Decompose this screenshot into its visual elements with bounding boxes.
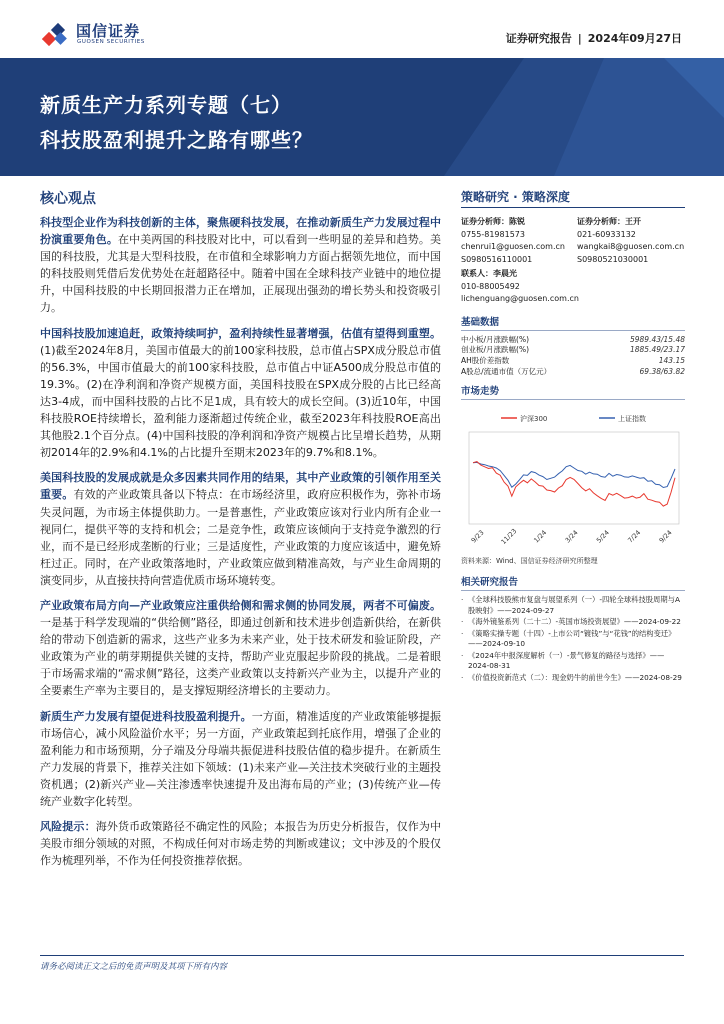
x-tick-label: 5/24 bbox=[594, 528, 611, 545]
risk-warning-paragraph bbox=[40, 818, 441, 869]
contact-name: 李晨光 bbox=[493, 269, 517, 278]
contact-email[interactable]: lichenguang@guosen.com.cn bbox=[461, 294, 579, 303]
chart-frame bbox=[469, 432, 679, 524]
guosen-logo-icon bbox=[42, 20, 70, 48]
analyst-phone: 0755-81981573 bbox=[461, 229, 525, 239]
report-meta bbox=[506, 30, 682, 46]
paragraph-body: 在中美两国的科技股对比中，可以看到一些明显的差异和趋势。美国的科技股，尤其是大型科技股，在市值和全球影响力方面占据领先地位，而中国的科技股则凭借后发优势处在赶超路径中。随着中国在全球科技产业链中的地位提升，中国科技股的中长期回报潜力正在增加，正展现出强劲的增长势头和投资吸引力。 bbox=[40, 233, 441, 315]
basic-data-row bbox=[461, 335, 685, 346]
footer-disclaimer: 请务必阅读正文之后的免责声明及其项下所有内容 bbox=[40, 962, 228, 972]
analyst-phone: 021-60933132 bbox=[577, 229, 636, 239]
report-date: 2024年09月27日 bbox=[587, 32, 682, 45]
analyst-list bbox=[461, 216, 685, 266]
paragraph-body: (1)截至2024年8月，美国市值最大的前100家科技股，总市值占SPX成分股总市值的56.3%，中国市值最大的前100家科技股，总市值占中证A500成分股总市值的19.3%。(2)在净利润和净资产规模方面，美国科技股在SPX成分股的占比已经高达3-4成，而中国科技股的占比不足1成，具有较大的成长空间。(3)近10年，中国科技股ROE持续增长，盈利能力逐渐超过传统企业，截至2023年科技股ROE高出其他股2.1个百分点。(4)中国科技股的净利润和净资产规模占比呈增长趋势，从期初2014年的2.9%和4.1%的占比提升至期末2023年的9.7%和8.1%。 bbox=[40, 343, 441, 460]
chart-source: 资料来源：Wind、国信证券经济研究所整理 bbox=[461, 557, 598, 566]
x-tick-label: 3/24 bbox=[563, 528, 580, 545]
related-report-item[interactable] bbox=[461, 595, 685, 616]
related-report-date: ——2024-08-29 bbox=[624, 672, 682, 682]
basic-data-key: 中小板/月涨跌幅(%) bbox=[461, 334, 530, 344]
title-banner bbox=[0, 58, 724, 176]
sidebar bbox=[461, 188, 685, 684]
basic-data-value: 69.38/63.82 bbox=[639, 366, 685, 376]
core-views-title: 核心观点 bbox=[40, 191, 96, 207]
related-reports-list bbox=[461, 595, 685, 683]
x-tick-label: 11/23 bbox=[499, 527, 519, 547]
core-view-paragraph bbox=[40, 469, 441, 589]
logo-text-cn: 国信证券 bbox=[76, 22, 141, 40]
related-report-title[interactable]: 《价值投资新范式（二）：现金奶牛的前世今生》 bbox=[468, 672, 625, 682]
contact-card bbox=[461, 268, 685, 306]
core-view-paragraph bbox=[40, 708, 441, 811]
related-report-title[interactable]: 《全球科技股熊市复盘与展望系列（一）-四轮全球科技股周期与A股映射》 bbox=[468, 595, 680, 615]
paragraph-body: 海外货币政策路径不确定性的风险；本报告为历史分析报告，仅作为中美股市细分领域的对照，不构成任何对市场走势的判断或建议；文中涉及的个股仅作为梳理列举，不作为任何投资推荐依据。 bbox=[40, 820, 442, 868]
basic-data-value: 5989.43/15.48 bbox=[629, 334, 685, 344]
contact-label: 联系人： bbox=[461, 269, 493, 278]
logo-text-en: GUOSEN SECURITIES bbox=[77, 39, 145, 45]
paragraph-highlight: 产业政策布局方向—产业政策应注重供给侧和需求侧的协同发展，两者不可偏废。 bbox=[40, 598, 441, 612]
related-report-date: ——2024-09-10 bbox=[468, 639, 525, 649]
paragraph-body: 一方面，精准适度的产业政策能够提振市场信心，减小风险溢价水平；另一方面，产业政策起到托底作用，增强了企业的盈利能力和市场预期，分子端及分母端共振促进科技股估值的稳步提升。在新质生产力发展的背景下，推荐关注如下领域：(1)未来产业—关注技术突破行业的主题投资机遇；(2)新兴产业—关注渗透率快速提升及出海布局的产业；(3)传统产业—传统产业数字化转型。 bbox=[40, 709, 442, 808]
basic-data-key: A股总/流通市值（万亿元） bbox=[461, 366, 552, 376]
analyst-cert: S0980521030001 bbox=[577, 254, 649, 264]
guosen-logo bbox=[42, 18, 177, 50]
paragraph-highlight: 风险提示： bbox=[40, 820, 96, 834]
paragraph-highlight: 科技型企业作为科技创新的主体，聚焦硬科技发展，在推动新质生产力发展过程中扮演重要角色。 bbox=[40, 216, 441, 247]
market-trend-chart bbox=[461, 404, 685, 552]
basic-data-key: AH股价差指数 bbox=[461, 355, 510, 365]
report-title-line2: 科技股盈利提升之路有哪些？ bbox=[40, 128, 313, 152]
analyst-name: 陈锐 bbox=[509, 217, 525, 226]
analyst-label: 证券分析师： bbox=[577, 217, 625, 226]
basic-data-row bbox=[461, 345, 685, 356]
related-report-title[interactable]: 《海外镜鉴系列（二十二）-英国市场投资展望》 bbox=[468, 617, 624, 627]
related-report-item[interactable] bbox=[461, 617, 685, 628]
page-header bbox=[0, 0, 724, 58]
footer-divider bbox=[40, 955, 684, 956]
series-line bbox=[473, 463, 675, 488]
market-trend-svg bbox=[461, 404, 685, 552]
related-report-title[interactable]: 《2024年中报深度解析（一）-景气修复的路径与选择》 bbox=[468, 650, 650, 660]
paragraph-highlight: 中国科技股加速追赶，政策持续呵护，盈利持续性显著增强，估值有望得到重塑。 bbox=[40, 326, 441, 340]
banner-decoration bbox=[404, 58, 724, 176]
related-report-item[interactable] bbox=[461, 673, 685, 684]
paragraph-body: 有效的产业政策具备以下特点：在市场经济里，政府应积极作为，弥补市场失灵问题，为市场主体提供助力。一是普惠性，产业政策应该对行业内所有企业一视同仁，提供平等的支持和机会；二是竞争性，政策应该倾向于支持竞争激烈的行业，而不是已经形成垄断的行业；三是适度性，产业政策的力度应该适中，避免矫枉过正。同时，在产业政策落地时，产业政策应做到精准高效，与产业生命周期的演变同步，从直接扶持向营造优质市场环境转变。 bbox=[40, 488, 442, 587]
x-tick-label: 1/24 bbox=[532, 528, 549, 545]
analyst-card bbox=[461, 216, 569, 266]
x-tick-label: 9/24 bbox=[657, 528, 674, 545]
paragraph-body: 一是基于科学发现端的“供给侧”路径，即通过创新和技术进步创造新供给，在新供给的带动下创造新的需求，这些产业多为未来产业，处于技术研发和验证阶段，产业政策为产业的萌芽期提供关键的支持，帮助产业克服起步阶段的挑战。二是着眼于市场需求端的“需求侧”路径，这类产业政策以支持新兴产业为主，以提升产业的全要素生产率为主要目的，是支撑短期经济增长的主要动力。 bbox=[40, 616, 441, 698]
analyst-card bbox=[577, 216, 685, 266]
legend-label: 上证指数 bbox=[618, 415, 646, 424]
analyst-email[interactable]: wangkai8@guosen.com.cn bbox=[577, 242, 685, 251]
report-title-line1: 新质生产力系列专题（七） bbox=[40, 93, 292, 117]
related-report-date: ——2024-08-31 bbox=[468, 650, 665, 671]
analyst-label: 证券分析师： bbox=[461, 217, 509, 226]
basic-data-table bbox=[461, 335, 685, 378]
paragraph-highlight: 新质生产力发展有望促进科技股盈利提升。 bbox=[40, 709, 252, 723]
analyst-cert: S0980516110001 bbox=[461, 254, 533, 264]
core-view-paragraph bbox=[40, 597, 441, 700]
related-report-item[interactable] bbox=[461, 651, 685, 672]
basic-data-title: 基础数据 bbox=[461, 314, 685, 331]
basic-data-row bbox=[461, 356, 685, 367]
paragraph-highlight: 美国科技股的发展成就是众多因素共同作用的结果，其中产业政策的引领作用至关重要。 bbox=[40, 471, 441, 502]
related-report-date: ——2024-09-22 bbox=[623, 617, 681, 627]
core-view-paragraph bbox=[40, 214, 441, 317]
analyst-name: 王开 bbox=[625, 217, 641, 226]
sidebar-title: 策略研究 · 策略深度 bbox=[461, 188, 685, 208]
basic-data-key: 创业板/月涨跌幅(%) bbox=[461, 345, 530, 355]
basic-data-value: 1885.49/23.17 bbox=[629, 345, 685, 355]
basic-data-row bbox=[461, 367, 685, 378]
contact-phone: 010-88005492 bbox=[461, 281, 520, 291]
related-report-date: ——2024-09-27 bbox=[497, 605, 555, 615]
market-trend-title: 市场走势 bbox=[461, 383, 685, 400]
related-report-item[interactable] bbox=[461, 629, 685, 650]
x-tick-label: 7/24 bbox=[626, 528, 643, 545]
meta-separator: | bbox=[577, 32, 582, 45]
core-views-column bbox=[40, 188, 441, 877]
basic-data-value: 143.15 bbox=[658, 355, 685, 365]
core-view-paragraph bbox=[40, 325, 441, 462]
related-reports-title: 相关研究报告 bbox=[461, 574, 685, 591]
x-tick-label: 9/23 bbox=[469, 528, 486, 545]
report-type: 证券研究报告 bbox=[505, 32, 572, 45]
legend-label: 沪深300 bbox=[520, 415, 548, 424]
related-report-title[interactable]: 《策略实操专题（十四）-上市公司“镀钱”与“花钱”的结构变迁》 bbox=[468, 628, 676, 638]
analyst-email[interactable]: chenrui1@guosen.com.cn bbox=[461, 242, 565, 251]
